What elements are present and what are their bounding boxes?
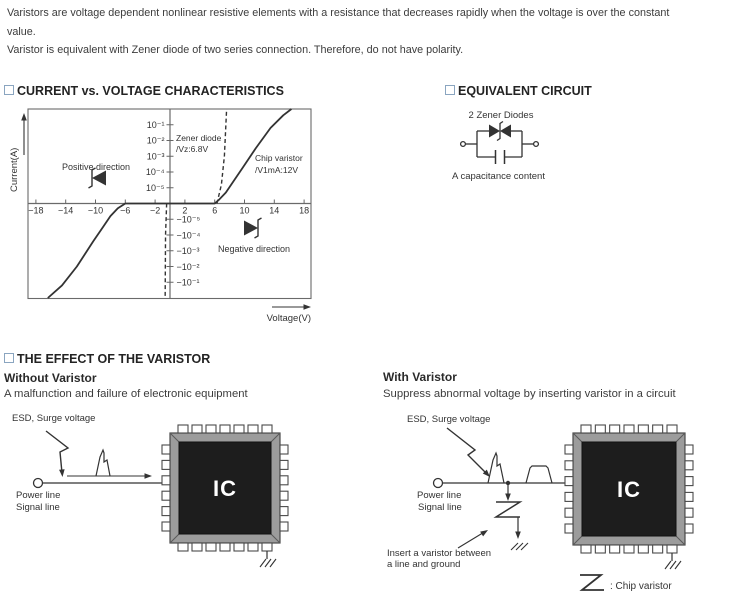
ic-chip — [565, 425, 693, 569]
esd-surge-label: ESD, Surge voltage — [12, 413, 96, 424]
ic-pin — [162, 445, 170, 454]
ic-pin — [565, 524, 573, 533]
capacitor-icon — [496, 150, 505, 164]
y-tick-label: 10⁻⁴ — [145, 167, 165, 178]
header-square-icon — [4, 85, 14, 95]
ic-pin — [162, 460, 170, 469]
ic-pin — [581, 545, 591, 553]
y-tick-label: −10⁻⁴ — [176, 230, 201, 241]
x-tick-label: −14 — [58, 205, 74, 216]
x-tick-label: 14 — [269, 205, 280, 216]
ground-hatch — [675, 561, 681, 569]
ic-pin — [192, 425, 202, 433]
arrow-up-icon — [21, 113, 27, 121]
ic-pin — [624, 425, 634, 433]
lightning-bolt-icon — [447, 428, 492, 479]
y-tick-label: 10⁻³ — [146, 151, 165, 162]
ic-pin — [262, 543, 272, 551]
x-tick-label: 6 — [212, 205, 218, 216]
arrow-right-icon — [145, 473, 153, 479]
ic-pin — [220, 425, 230, 433]
ic-pin — [280, 491, 288, 500]
ic-pin — [565, 461, 573, 470]
zener-series-value: /Vz:6.8V — [176, 144, 209, 154]
varistor-symbol-icon — [496, 502, 520, 517]
with-varistor-title: With Varistor — [383, 370, 457, 384]
ic-pin — [248, 425, 258, 433]
ic-pin — [685, 524, 693, 533]
insert-note-line2: a line and ground — [387, 559, 461, 570]
y-tick-label: −10⁻¹ — [176, 277, 200, 288]
ic-pin — [234, 425, 244, 433]
surge-spike-waveform — [488, 453, 504, 483]
equiv-section-title: EQUIVALENT CIRCUIT — [458, 84, 592, 98]
diode-triangle — [244, 221, 258, 236]
x-axis-label: Voltage(V) — [266, 313, 311, 324]
y-tick-label: 10⁻⁵ — [146, 182, 165, 193]
diode-triangle — [500, 125, 511, 138]
zener-curve — [165, 204, 166, 299]
arrow-head-icon — [480, 528, 489, 537]
ic-pin — [685, 445, 693, 454]
ic-pin — [162, 507, 170, 516]
ic-pin — [280, 507, 288, 516]
zener-series-label: Zener diode — [176, 133, 222, 143]
negative-direction-diode-icon — [244, 218, 262, 238]
arrow-down-icon — [505, 494, 511, 502]
header-square-icon — [445, 85, 455, 95]
ic-pin — [581, 425, 591, 433]
ground-hatch — [665, 561, 671, 569]
with-varistor-subtitle: Suppress abnormal voltage by inserting varistor in a circuit — [383, 388, 676, 400]
ground-hatch — [260, 559, 266, 567]
arrow-head-icon — [59, 469, 65, 477]
ic-pin — [685, 477, 693, 486]
terminal-icon — [534, 142, 539, 147]
x-tick-label: −2 — [149, 205, 161, 216]
x-tick-label: −10 — [87, 205, 104, 216]
ic-pin — [610, 545, 620, 553]
ic-pin — [262, 425, 272, 433]
y-tick-label: 10⁻² — [146, 135, 165, 146]
terminal-icon — [34, 479, 43, 488]
effect-section-title: THE EFFECT OF THE VARISTOR — [17, 352, 211, 366]
y-tick-label: −10⁻³ — [176, 246, 200, 257]
iv-section-title: CURRENT vs. VOLTAGE CHARACTERISTICS — [17, 84, 284, 98]
ic-pin — [685, 492, 693, 501]
header-square-icon — [4, 353, 14, 363]
ic-label: IC — [213, 476, 237, 501]
iv-characteristics-chart — [0, 100, 345, 350]
x-tick-label: 2 — [182, 205, 188, 216]
ic-pin — [595, 425, 605, 433]
ic-pin — [192, 543, 202, 551]
diode-triangle — [489, 125, 500, 138]
x-tick-label: 10 — [239, 205, 250, 216]
esd-surge-label: ESD, Surge voltage — [407, 414, 491, 425]
varistor-series-label: Chip varistor — [255, 153, 303, 163]
without-varistor-diagram — [0, 405, 345, 595]
effect-section-header — [4, 352, 210, 366]
ic-pin — [610, 425, 620, 433]
ic-pin — [248, 543, 258, 551]
ic-pin — [565, 492, 573, 501]
ic-pin — [234, 543, 244, 551]
ic-pin — [638, 545, 648, 553]
x-tick-label: 18 — [299, 205, 310, 216]
ground-hatch — [270, 559, 276, 567]
x-tick-label: −6 — [120, 205, 131, 216]
intro-line: Varistor is equivalent with Zener diode of two series connection. Therefore, do not have polarity. — [7, 44, 464, 56]
back-to-back-zener-icon — [489, 122, 511, 141]
ic-pin — [162, 491, 170, 500]
ic-pin — [595, 545, 605, 553]
ic-label: IC — [617, 477, 641, 502]
ic-pin — [624, 545, 634, 553]
ic-pin — [220, 543, 230, 551]
terminal-icon — [461, 142, 466, 147]
ground-hatch — [670, 561, 676, 569]
ic-pin — [280, 460, 288, 469]
lightning-bolt-icon — [46, 431, 68, 477]
arrow-right-icon — [304, 304, 312, 310]
equiv-section-header — [445, 84, 592, 98]
x-tick-label: −18 — [28, 205, 44, 216]
terminal-icon — [434, 479, 443, 488]
ground-icon — [511, 543, 528, 550]
equiv-top-label: 2 Zener Diodes — [468, 110, 534, 121]
ic-pin — [206, 425, 216, 433]
diode-triangle — [92, 171, 106, 186]
varistor-branch — [496, 483, 528, 550]
power-line-label: Power line — [16, 490, 61, 501]
arrow-down-icon — [515, 532, 521, 540]
signal-line-label: Signal line — [16, 502, 60, 513]
ic-pin — [638, 425, 648, 433]
insert-note-line1: Insert a varistor between — [387, 548, 492, 559]
without-varistor-subtitle: A malfunction and failure of electronic equipment — [4, 388, 248, 400]
ic-pin — [565, 508, 573, 517]
lightning-zigzag — [46, 431, 68, 473]
y-tick-label: −10⁻⁵ — [176, 214, 201, 225]
ic-pin — [162, 522, 170, 531]
ic-pin — [280, 476, 288, 485]
ic-pin — [162, 476, 170, 485]
chip-varistor-legend-icon — [580, 575, 604, 590]
negative-direction-label: Negative direction — [218, 244, 291, 254]
ic-pin — [178, 543, 188, 551]
equiv-bottom-label: A capacitance content — [452, 171, 545, 182]
ic-pin — [685, 461, 693, 470]
ic-pin — [565, 445, 573, 454]
ic-pin — [280, 522, 288, 531]
y-axis-label: Current(A) — [9, 147, 20, 192]
intro-line: value. — [7, 25, 36, 38]
y-tick-label: −10⁻² — [176, 261, 200, 272]
equivalent-circuit-diagram — [440, 100, 660, 190]
power-line-label: Power line — [417, 490, 462, 501]
positive-direction-label: Positive direction — [62, 162, 131, 172]
ic-pin — [667, 425, 677, 433]
clipped-pulse-waveform — [526, 466, 552, 483]
ic-pin — [667, 545, 677, 553]
ic-pin — [178, 425, 188, 433]
ic-pin — [280, 445, 288, 454]
ic-pin — [206, 543, 216, 551]
y-tick-label: 10⁻¹ — [146, 119, 165, 130]
intro-line: Varistors are voltage dependent nonlinear resistive elements with a resistance that decreases rapidly when the voltage is over the constant — [7, 7, 670, 19]
ic-pin — [565, 477, 573, 486]
ic-pin — [685, 508, 693, 517]
ground-hatch — [265, 559, 271, 567]
with-varistor-diagram — [370, 405, 750, 601]
without-varistor-title: Without Varistor — [4, 371, 97, 385]
lightning-zigzag — [447, 428, 488, 475]
varistor-series-value: /V1mA:12V — [255, 165, 298, 175]
zener-curve — [217, 109, 227, 204]
ic-chip — [162, 425, 288, 567]
chip-varistor-legend-label: : Chip varistor — [610, 581, 672, 592]
surge-spike-waveform — [96, 450, 110, 476]
ic-pin — [653, 425, 663, 433]
signal-line-label: Signal line — [418, 502, 462, 513]
iv-section-header — [4, 84, 284, 98]
intro-paragraph — [7, 4, 669, 60]
ic-pin — [653, 545, 663, 553]
